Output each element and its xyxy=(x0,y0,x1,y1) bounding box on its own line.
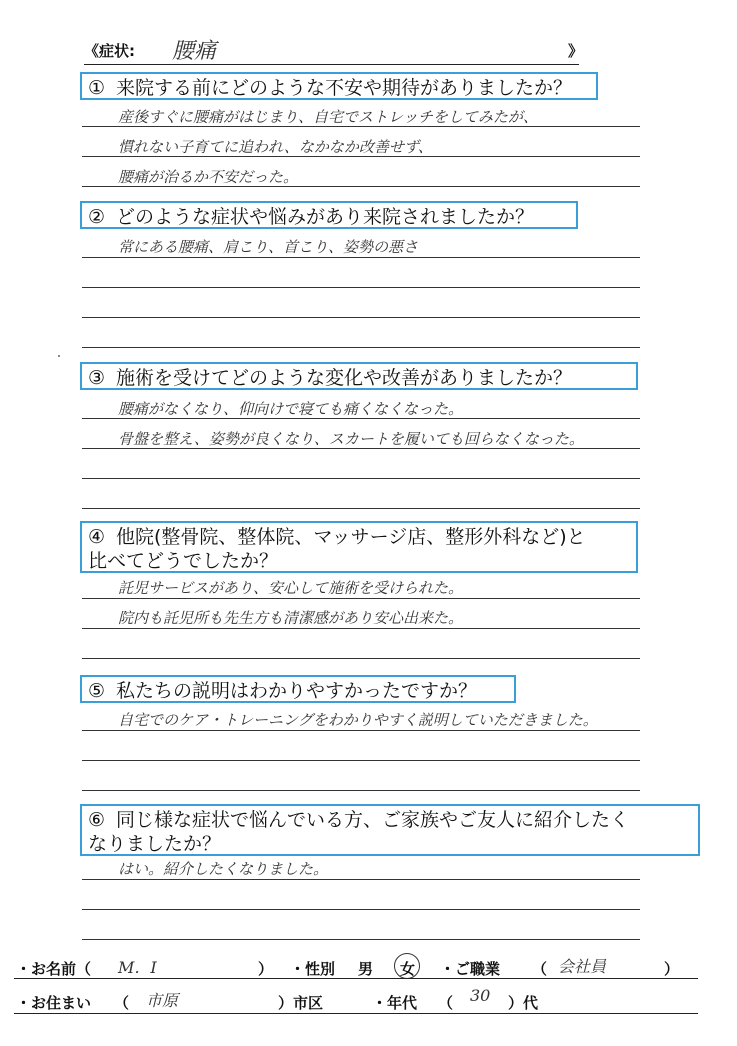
answer-line xyxy=(82,909,640,910)
question-4-text-line2: 比べてどうでしたか？ xyxy=(88,550,279,572)
gender-label: ・性別 xyxy=(290,960,336,978)
gender-male: 男 xyxy=(358,960,374,978)
question-2-number: ② xyxy=(88,206,106,228)
question-1-answer-2: 慣れない子育てに追われ、なかなか改善せず、 xyxy=(118,138,433,156)
question-1-answer-3: 腰痛が治るか不安だった。 xyxy=(118,168,299,186)
question-5-number: ⑤ xyxy=(88,680,106,702)
question-2-text: どのような症状や悩みがあり来院されましたか？ xyxy=(116,206,535,228)
age-label: ・年代 xyxy=(372,994,418,1012)
symptom-value: 腰痛 xyxy=(172,39,217,64)
question-1-text: 来院する前にどのような不安や期待がありましたか？ xyxy=(116,77,573,99)
answer-line xyxy=(82,317,640,318)
name-close: ） xyxy=(258,960,274,978)
question-4-answer-1: 託児サービスがあり、安心して施術を受けられた。 xyxy=(118,579,464,597)
answer-line xyxy=(82,508,640,509)
symptom-close-bracket: 》 xyxy=(568,42,584,60)
question-3-answer-2: 骨盤を整え、姿勢が良くなり、スカートを履いても回らなくなった。 xyxy=(118,430,584,448)
stray-mark xyxy=(58,355,60,357)
answer-line xyxy=(82,879,640,880)
job-label: ・ご職業 xyxy=(440,960,501,978)
question-5-answer-1: 自宅でのケア・トレーニングをわかりやすく説明していただきました。 xyxy=(118,711,598,729)
answer-line xyxy=(82,760,640,761)
answer-line xyxy=(82,790,640,791)
footer-line-1 xyxy=(14,978,698,979)
question-3-box xyxy=(80,362,638,390)
question-1-number: ① xyxy=(88,77,106,99)
question-6-number: ⑥ xyxy=(88,809,106,831)
age-value: 30 xyxy=(470,986,491,1005)
question-6-text-line2: なりましたか？ xyxy=(88,833,222,855)
question-6-box xyxy=(80,804,700,856)
question-4-box xyxy=(80,521,638,573)
address-open: （ xyxy=(114,994,130,1012)
job-value: 会社員 xyxy=(558,957,607,976)
age-open: （ xyxy=(438,994,454,1012)
gender-selected-circle xyxy=(394,953,420,979)
name-value: M．I xyxy=(118,958,157,977)
answer-line xyxy=(82,658,640,659)
gender-female: 女 xyxy=(400,960,416,978)
symptom-underline xyxy=(84,64,579,65)
answer-line xyxy=(82,598,640,599)
question-6-answer-1: はい。紹介したくなりました。 xyxy=(118,860,329,878)
question-1-answer-1: 産後すぐに腰痛がはじまり、自宅でストレッチをしてみたが、 xyxy=(118,108,538,126)
answer-line xyxy=(82,939,640,940)
answer-line xyxy=(82,347,640,348)
question-2-box xyxy=(80,201,578,229)
answer-line xyxy=(82,287,640,288)
age-close: ）代 xyxy=(508,994,539,1012)
question-2-answer-1: 常にある腰痛、肩こり、首こり、姿勢の悪さ xyxy=(118,238,419,256)
footer-line-2 xyxy=(14,1013,698,1014)
question-6-text-line1: 同じ様な症状で悩んでいる方、ご家族やご友人に紹介したく xyxy=(116,809,630,831)
address-value: 市原 xyxy=(146,991,179,1010)
answer-line xyxy=(82,257,640,258)
name-label: ・お名前（ xyxy=(16,960,92,978)
address-label: ・お住まい xyxy=(16,994,92,1012)
question-3-answer-1: 腰痛がなくなり、仰向けで寝ても痛くなくなった。 xyxy=(118,400,464,418)
answer-line xyxy=(82,730,640,731)
answer-line xyxy=(82,478,640,479)
question-4-number: ④ xyxy=(88,526,106,548)
question-1-box xyxy=(80,72,598,100)
question-5-box xyxy=(80,675,516,703)
question-4-answer-2: 院内も託児所も先生方も清潔感があり安心出来た。 xyxy=(118,609,464,627)
question-3-number: ③ xyxy=(88,367,106,389)
job-open: （ xyxy=(532,960,548,978)
question-5-text: 私たちの説明はわかりやすかったですか？ xyxy=(116,680,478,702)
symptom-label: 《症状: xyxy=(84,42,135,60)
question-4-text-line1: 他院(整骨院、整体院、マッサージ店、整形外科など)と xyxy=(116,526,586,548)
address-close: ）市区 xyxy=(278,994,324,1012)
answer-line xyxy=(82,628,640,629)
job-close: ） xyxy=(664,960,680,978)
question-3-text: 施術を受けてどのような変化や改善がありましたか？ xyxy=(116,367,573,389)
